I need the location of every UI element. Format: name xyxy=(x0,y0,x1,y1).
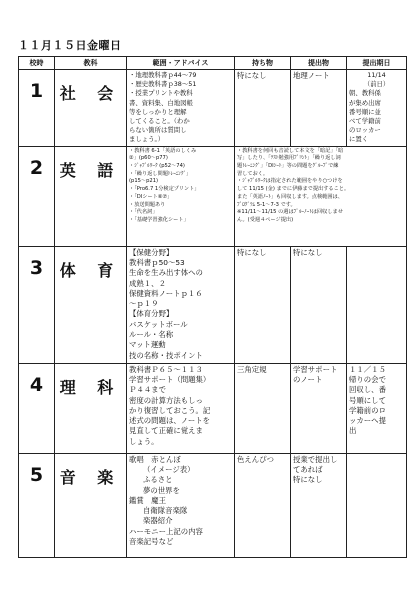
advice-line: Ｐ４４まで xyxy=(129,385,166,395)
advice-line: ・「DIシート⑥⑦」 xyxy=(129,193,173,200)
note-line: ・ｼﾞｬﾌﾟﾙﾜｰｸは指定された範囲をやり○つけを xyxy=(237,178,343,185)
submission-line: 授業で提出し xyxy=(293,454,338,464)
advice-line: してくること。（わか xyxy=(129,117,190,126)
advice-line: らない箇所は質問し xyxy=(129,126,187,135)
advice-line: 保健資料ノートｐ１６ xyxy=(129,288,203,298)
advice-line: 述式の問題は、ノートを xyxy=(129,416,211,426)
deadline-line: ッカーへ提 xyxy=(349,416,386,426)
advice-cell xyxy=(127,146,235,246)
advice-line: ・放送問題あり xyxy=(129,201,166,208)
advice-line: かり復習しておこう。記 xyxy=(129,405,211,415)
subject-name: 理 科 xyxy=(55,363,127,453)
advice-line: 書、資料集、白地図帳 xyxy=(129,98,193,107)
period-number: 2 xyxy=(19,146,55,246)
advice-line: ・歴史教科書ｐ38～51 xyxy=(129,80,197,89)
advice-line: マット運動 xyxy=(129,340,166,350)
advice-line: ふるさと xyxy=(143,475,173,485)
table-row xyxy=(19,453,407,557)
deadline-cell xyxy=(347,363,407,453)
submission-line: てあれば xyxy=(293,464,323,474)
advice-line: ・授業プリントや教科 xyxy=(129,89,193,98)
deadline-line: のロッカー xyxy=(349,126,381,135)
deadline-line: 号順にして xyxy=(349,395,386,405)
period-number: 3 xyxy=(19,246,55,363)
advice-line: (p15～p21) xyxy=(129,178,159,185)
advice-line: 学習サポート（問題集） xyxy=(129,374,211,384)
advice-line: 自衛隊音楽隊 xyxy=(143,506,188,516)
advice-line: 教科書ｐ50～53 xyxy=(129,257,185,267)
table-row xyxy=(19,146,407,246)
table-row xyxy=(19,70,407,147)
items-cell: 特になし xyxy=(235,70,291,147)
note-line: 写」したり、「ﾃｽﾄ勉強用ﾌﾟﾘﾝﾄ」「繰り返し詞 xyxy=(237,155,341,162)
advice-line: バスケットボール xyxy=(129,319,188,329)
advice-line: 鑑賞 魔王 xyxy=(129,495,166,505)
advice-cell xyxy=(127,70,235,147)
submission-line: 特になし xyxy=(293,475,323,485)
advice-line: 楽器紹介 xyxy=(143,516,173,526)
header-items: 持ち物 xyxy=(235,57,291,70)
note-line: ﾌﾟﾛｸﾞﾗﾑ 5-1～7-3 です。 xyxy=(237,201,296,208)
advice-line: 【保健分野】 xyxy=(129,247,174,257)
deadline-line: 学籍前のロ xyxy=(349,405,386,415)
advice-line: 【体育分野】 xyxy=(129,309,174,319)
deadline-cell xyxy=(347,453,407,557)
advice-line: 技の名称・技ポイント xyxy=(129,350,203,360)
deadline-line: に置く xyxy=(349,135,369,144)
deadline-line: べて学籍前 xyxy=(349,117,381,126)
advice-line: ルール・名称 xyxy=(129,330,174,339)
header-advice: 範囲・アドバイス xyxy=(127,57,235,70)
advice-line: 歌唱 赤とんぼ xyxy=(129,454,181,464)
header-period: 校時 xyxy=(19,57,55,70)
page-title: １１月１５日金曜日 xyxy=(18,39,122,52)
advice-cell xyxy=(127,246,235,363)
deadline-cell xyxy=(347,70,407,147)
advice-line: ましょう。） xyxy=(129,135,165,144)
items-cell: 三角定規 xyxy=(235,363,291,453)
period-number: 1 xyxy=(19,70,55,147)
deadline-line: 回収し、番 xyxy=(349,385,386,395)
header-subject: 教科 xyxy=(55,57,127,70)
advice-line: ・地理教科書ｐ44～79 xyxy=(129,71,197,79)
subject-name: 社 会 xyxy=(55,70,127,147)
note-line: ・教科書を何回も音読して本文を「暗記」「暗 xyxy=(237,147,344,154)
subject-name: 音 楽 xyxy=(55,453,127,557)
advice-line: ・「Pro6.7 1分検定プリント」 xyxy=(129,186,200,193)
advice-line: 教科書Ｐ６５～１１３ xyxy=(129,364,203,374)
header-submission: 提出物 xyxy=(291,57,347,70)
note-line: 題ﾄﾚｰﾆﾝｸﾞ」「DIｼｰﾄ」等の問題をｸﾞﾙｰﾌﾟで練 xyxy=(237,163,339,170)
table-row xyxy=(19,246,407,363)
advice-line: ・「基礎学習強化シート」 xyxy=(129,216,189,223)
note-line: また「英語ﾉｰﾄ」も回収します。点検範囲は、 xyxy=(237,193,343,200)
header-deadline: 提出期日 xyxy=(347,57,407,70)
submission-cell xyxy=(291,363,347,453)
deadline-line: （前日） xyxy=(363,80,390,89)
note-line: ※11/11～11/15 の週はﾌﾟﾙｰﾉｰﾄは回収しませ xyxy=(237,209,343,216)
deadline-line: 朝、教科係 xyxy=(349,89,381,98)
note-line: ん。(受週４ページ提出) xyxy=(237,216,294,223)
submission-line: のノート xyxy=(293,374,323,384)
advice-line: ・「繰り返し問題ﾄﾚｰﾆﾝｸﾞ」 xyxy=(129,170,192,177)
advice-cell xyxy=(127,453,235,557)
advice-line: 見直して正確に覚えま xyxy=(129,426,203,436)
deadline-line: 出 xyxy=(349,426,357,436)
advice-line: しょう。 xyxy=(129,436,159,446)
period-number: 4 xyxy=(19,363,55,453)
submission-cell xyxy=(291,453,347,557)
items-cell: 色えんぴつ xyxy=(235,453,291,557)
submission-cell: 特になし xyxy=(291,246,347,363)
deadline-line: 帰りの会で xyxy=(349,374,386,384)
advice-line: ハーモニー上記の内容 xyxy=(129,526,203,536)
advice-line: 音楽記号など xyxy=(129,537,174,546)
advice-line: （イメージ表） xyxy=(143,464,195,474)
note-line: 習しておく。 xyxy=(237,170,269,177)
submission-cell: 地理ノート xyxy=(291,70,347,147)
notes-cell xyxy=(235,146,407,246)
table-header-row xyxy=(19,57,407,70)
advice-line: 夢の世界を xyxy=(143,485,180,495)
deadline-cell xyxy=(347,246,407,363)
submission-line: 学習サポート xyxy=(293,364,338,374)
deadline-line: 番号順に並 xyxy=(349,107,381,116)
subject-name: 体 育 xyxy=(55,246,127,363)
advice-line: ・「代名詞」 xyxy=(129,209,158,216)
items-cell: 特になし xyxy=(235,246,291,363)
advice-line: ②」(p60～p77) xyxy=(129,155,168,162)
table-row xyxy=(19,363,407,453)
schedule-table xyxy=(18,56,407,558)
advice-line: 密度の計算方法もしっ xyxy=(129,395,203,405)
advice-cell xyxy=(127,363,235,453)
subject-name: 英 語 xyxy=(55,146,127,246)
advice-line: 成熟１、２ xyxy=(129,278,166,288)
advice-line: ・教科書 6-1「英語のしくみ xyxy=(129,147,197,154)
advice-line: ・ｼﾞｬﾌﾟﾙﾜｰｸ (p52～74) xyxy=(129,163,185,170)
deadline-line: が集め出席 xyxy=(349,98,381,107)
advice-line: 等をしっかりと理解 xyxy=(129,107,187,116)
period-number: 5 xyxy=(19,453,55,557)
advice-line: ～ｐ１９ xyxy=(129,299,159,309)
note-line: して 11/15 (金) までに伊藤まで提出すること。 xyxy=(237,186,350,193)
advice-line: 生命を生み出す体への xyxy=(129,268,203,278)
deadline-line: 11/14 xyxy=(367,71,386,79)
deadline-line: １１／１５ xyxy=(349,364,386,374)
